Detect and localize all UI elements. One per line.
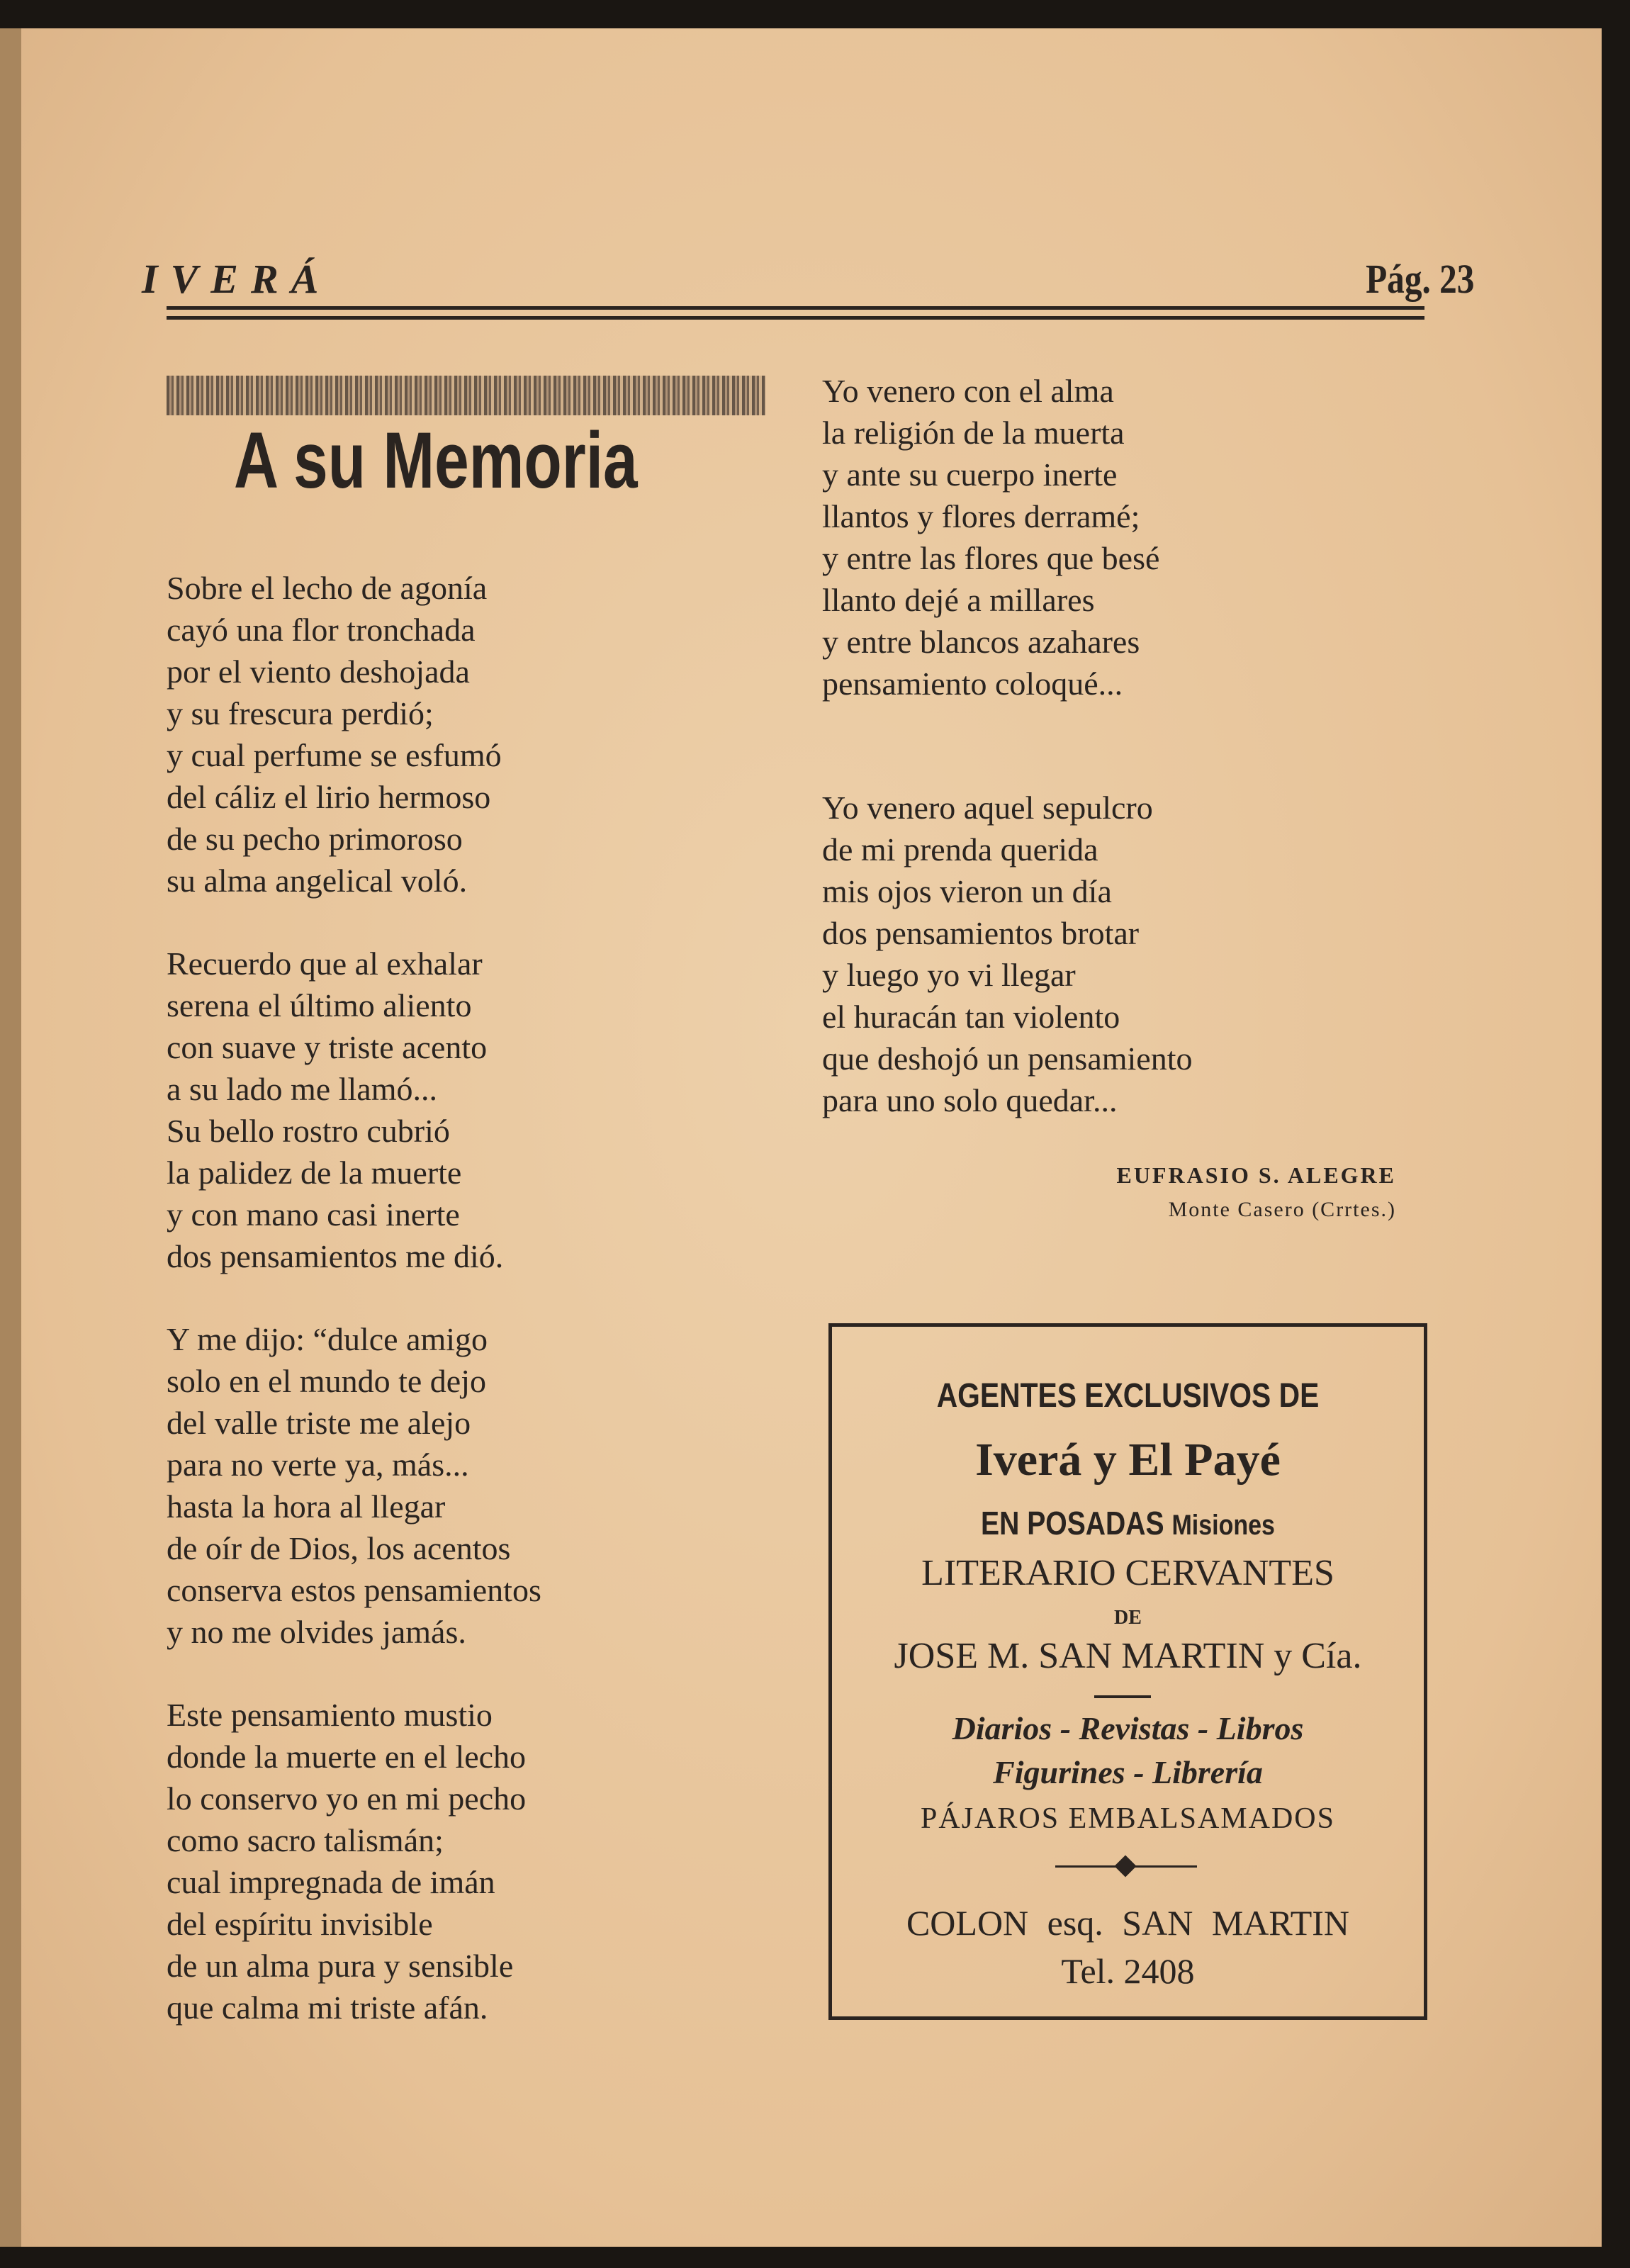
verse-line: Yo venero con el alma [822, 373, 1114, 409]
verse-line: llanto dejé a millares [822, 582, 1095, 618]
verse-line: dos pensamientos brotar [822, 915, 1140, 951]
verse-line: a su lado me llamó... [167, 1071, 437, 1107]
verse-line: y entre las flores que besé [822, 540, 1160, 576]
verse-line: y con mano casi inerte [167, 1196, 460, 1233]
verse-line: el huracán tan violento [822, 999, 1120, 1035]
verse-line: de mi prenda querida [822, 831, 1098, 868]
verse-line: como sacro talismán; [167, 1822, 444, 1858]
verse-line: donde la muerte en el lecho [167, 1739, 527, 1775]
ad-de: DE [1114, 1607, 1142, 1629]
verse-line: llantos y flores derramé; [822, 498, 1140, 534]
verse-line: cayó una flor tronchada [167, 612, 476, 648]
verse-line: Este pensamiento mustio [167, 1697, 493, 1733]
ad-publications: Iverá y El Payé [975, 1434, 1281, 1486]
verse-line: lo conservo yo en mi pecho [167, 1780, 527, 1817]
verse-line: hasta la hora al llegar [167, 1488, 446, 1525]
header-rule-top [167, 306, 1424, 310]
ad-city: EN POSADAS Misiones [981, 1505, 1275, 1542]
verse-line: la religión de la muerta [822, 415, 1125, 451]
verse-line: serena el último aliento [167, 987, 472, 1023]
stanza [167, 1694, 526, 2028]
verse-line: y ante su cuerpo inerte [822, 456, 1118, 493]
verse-line: para uno solo quedar... [822, 1082, 1118, 1118]
poem-title: A su Memoria [234, 416, 638, 505]
ad-agents: AGENTES EXCLUSIVOS DE [936, 1377, 1320, 1415]
ad-divider [1094, 1695, 1151, 1698]
verse-line: pensamiento coloqué... [822, 666, 1123, 702]
verse-line: Y me dijo: “dulce amigo [167, 1321, 488, 1357]
verse-line: y cual perfume se esfumó [167, 737, 502, 773]
binding-edge [0, 28, 21, 2247]
page-number: Pág. 23 [1365, 256, 1474, 302]
stanza [822, 787, 1193, 1121]
verse-line: y no me olvides jamás. [167, 1614, 466, 1650]
verse-line: para no verte ya, más... [167, 1447, 469, 1483]
verse-line: por el viento deshojada [167, 653, 470, 690]
verse-line: Recuerdo que al exhalar [167, 945, 483, 982]
verse-line: solo en el mundo te dejo [167, 1363, 486, 1399]
publication-name: IVERÁ [142, 256, 332, 302]
verse-line: con suave y triste acento [167, 1029, 488, 1065]
ad-address: COLON esq. SAN MARTIN [906, 1903, 1350, 1943]
poem-location: Monte Casero (Crrtes.) [1168, 1198, 1396, 1221]
poem-author: EUFRASIO S. ALEGRE [1116, 1162, 1396, 1188]
diamond-icon [1114, 1855, 1136, 1877]
verse-line: cual impregnada de imán [167, 1864, 495, 1900]
verse-line: Sobre el lecho de agonía [167, 570, 488, 606]
verse-line: que deshojó un pensamiento [822, 1040, 1193, 1077]
verse-line: su alma angelical voló. [167, 863, 468, 899]
verse-line: dos pensamientos me dió. [167, 1238, 504, 1274]
verse-line: de un alma pura y sensible [167, 1948, 514, 1984]
stanza [822, 370, 1159, 704]
advertisement-box [828, 1323, 1427, 2020]
verse-line: y entre blancos azahares [822, 624, 1140, 660]
ad-owner: JOSE M. SAN MARTIN y Cía. [894, 1636, 1362, 1676]
verse-line: mis ojos vieron un día [822, 873, 1112, 909]
title-ornament [167, 376, 765, 415]
ad-products-1: Diarios - Revistas - Libros [952, 1710, 1304, 1746]
header-rule-bottom [167, 316, 1424, 320]
ad-phone: Tel. 2408 [1061, 1951, 1195, 1991]
verse-line: Su bello rostro cubrió [167, 1113, 450, 1149]
verse-line: Yo venero aquel sepulcro [822, 790, 1153, 826]
verse-line: del cáliz el lirio hermoso [167, 779, 491, 815]
verse-line: de su pecho primoroso [167, 821, 463, 857]
verse-line: y luego yo vi llegar [822, 957, 1076, 993]
verse-line: conserva estos pensamientos [167, 1572, 541, 1608]
stanza [167, 567, 502, 902]
verse-line: la palidez de la muerte [167, 1155, 462, 1191]
verse-line: que calma mi triste afán. [167, 1989, 488, 2026]
stanza [167, 1318, 541, 1653]
stanza [167, 943, 503, 1277]
ad-products-2: Figurines - Librería [993, 1754, 1263, 1790]
verse-line: del valle triste me alejo [167, 1405, 471, 1441]
ad-birds: PÁJAROS EMBALSAMADOS [921, 1802, 1335, 1835]
verse-line: de oír de Dios, los acentos [167, 1530, 511, 1566]
verse-line: del espíritu invisible [167, 1906, 433, 1942]
verse-line: y su frescura perdió; [167, 695, 434, 731]
ad-store-name: LITERARIO CERVANTES [921, 1553, 1334, 1593]
